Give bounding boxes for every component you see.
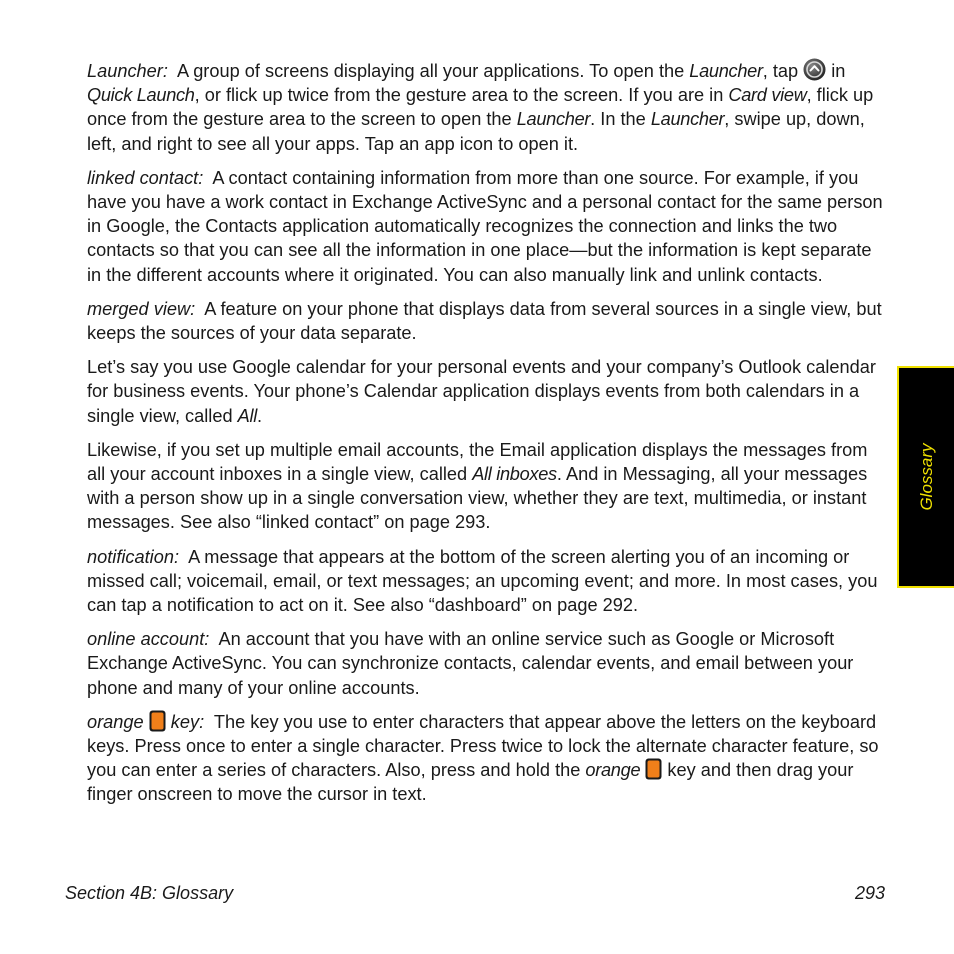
paragraph-merged-email bbox=[87, 438, 887, 535]
entry-online-account bbox=[87, 627, 887, 700]
definition-text: , swipe up, down, left, and right to see all your apps. Tap an app icon to open it. bbox=[87, 109, 865, 154]
definition-text: The key you use to enter characters that appear above the letters on the keyboard keys. Press once to enter a single character. Press twice to lock the alternate character feature, so you can enter a series of characters. Also, press and hold the bbox=[87, 711, 879, 781]
term-key: key: bbox=[170, 711, 205, 732]
term-launcher: Launcher: bbox=[87, 61, 168, 81]
definition-text: . bbox=[256, 405, 263, 426]
definition-text: Let’s say you use Google calendar for your personal events and your company’s Outlook calendar for business events. Your phone’s Calendar application displays events from both calendars in a single view, called bbox=[87, 357, 876, 426]
definition-text: . In the bbox=[590, 109, 651, 130]
definition-text: , or flick up twice from the gesture area to the screen. If you are in bbox=[194, 85, 729, 106]
emphasis: Quick Launch bbox=[87, 85, 195, 106]
emphasis: Launcher bbox=[689, 61, 763, 81]
definition-text: A contact containing information from more than one source. For example, if you have you have a work contact in Exchange ActiveSync and a personal contact for the same person in Google, the Contacts application automatically recognizes the connection and links the two contacts so that you can see all the information in one place—but the information is kept separate in the different accounts where it originated. You can also manually link and unlink contacts. bbox=[87, 167, 883, 285]
emphasis: Launcher bbox=[516, 109, 591, 130]
entry-linked-contact bbox=[87, 166, 887, 287]
emphasis: Card view bbox=[728, 85, 807, 106]
term-orange: orange bbox=[87, 711, 144, 732]
definition-text: An account that you have with an online service such as Google or Microsoft Exchange ActiveSync. You can synchronize contacts, calendar events, and email between your phone and many of your online accounts. bbox=[87, 629, 854, 698]
glossary-side-tab bbox=[897, 366, 954, 588]
emphasis: All inboxes bbox=[472, 464, 557, 485]
orange-key-icon bbox=[149, 710, 166, 732]
term-linked-contact: linked contact: bbox=[87, 167, 204, 188]
glossary-content bbox=[87, 58, 887, 817]
term-merged-view: merged view: bbox=[87, 298, 196, 319]
definition-text: . And in Messaging, all your messages with a person show up in a single conversation view, whether they are text, multimedia, or instant messages. See also “linked contact” on page 293. bbox=[87, 464, 868, 533]
definition-text: A message that appears at the bottom of the screen alerting you of an incoming or missed call; voicemail, email, or text messages; an upcoming event; and more. In most cases, you can tap a notification to act on it. See also “dashboard” on page 292. bbox=[87, 546, 878, 616]
entry-merged-view bbox=[87, 297, 887, 345]
definition-text: key and then drag your finger onscreen to move the cursor in text. bbox=[87, 760, 854, 805]
footer-page-number: 293 bbox=[855, 883, 886, 903]
term-notification: notification: bbox=[87, 546, 180, 567]
term-online-account: online account: bbox=[87, 629, 210, 650]
definition-text: , flick up once from the gesture area to the screen to open the bbox=[87, 85, 874, 130]
definition-text: , tap bbox=[762, 61, 804, 81]
paragraph-merged-calendar bbox=[87, 355, 887, 428]
orange-key-icon bbox=[645, 758, 662, 780]
entry-notification bbox=[87, 545, 887, 618]
definition-text: Likewise, if you set up multiple email accounts, the Email application displays the messages from all your account inboxes in a single view, called bbox=[87, 439, 868, 485]
launcher-icon bbox=[803, 58, 826, 81]
footer-section-title: Section 4B: Glossary bbox=[65, 883, 234, 903]
emphasis: All bbox=[237, 405, 257, 426]
entry-launcher bbox=[87, 58, 887, 156]
definition-text: A feature on your phone that displays data from several sources in a single view, but keeps the sources of your data separate. bbox=[87, 298, 882, 344]
definition-text: A group of screens displaying all your applications. To open the bbox=[177, 61, 690, 81]
definition-text: in bbox=[826, 61, 846, 81]
entry-orange-key bbox=[87, 710, 887, 807]
emphasis: Launcher bbox=[650, 109, 725, 130]
side-tab-label: Glossary bbox=[916, 443, 936, 511]
emphasis: orange bbox=[585, 760, 641, 781]
